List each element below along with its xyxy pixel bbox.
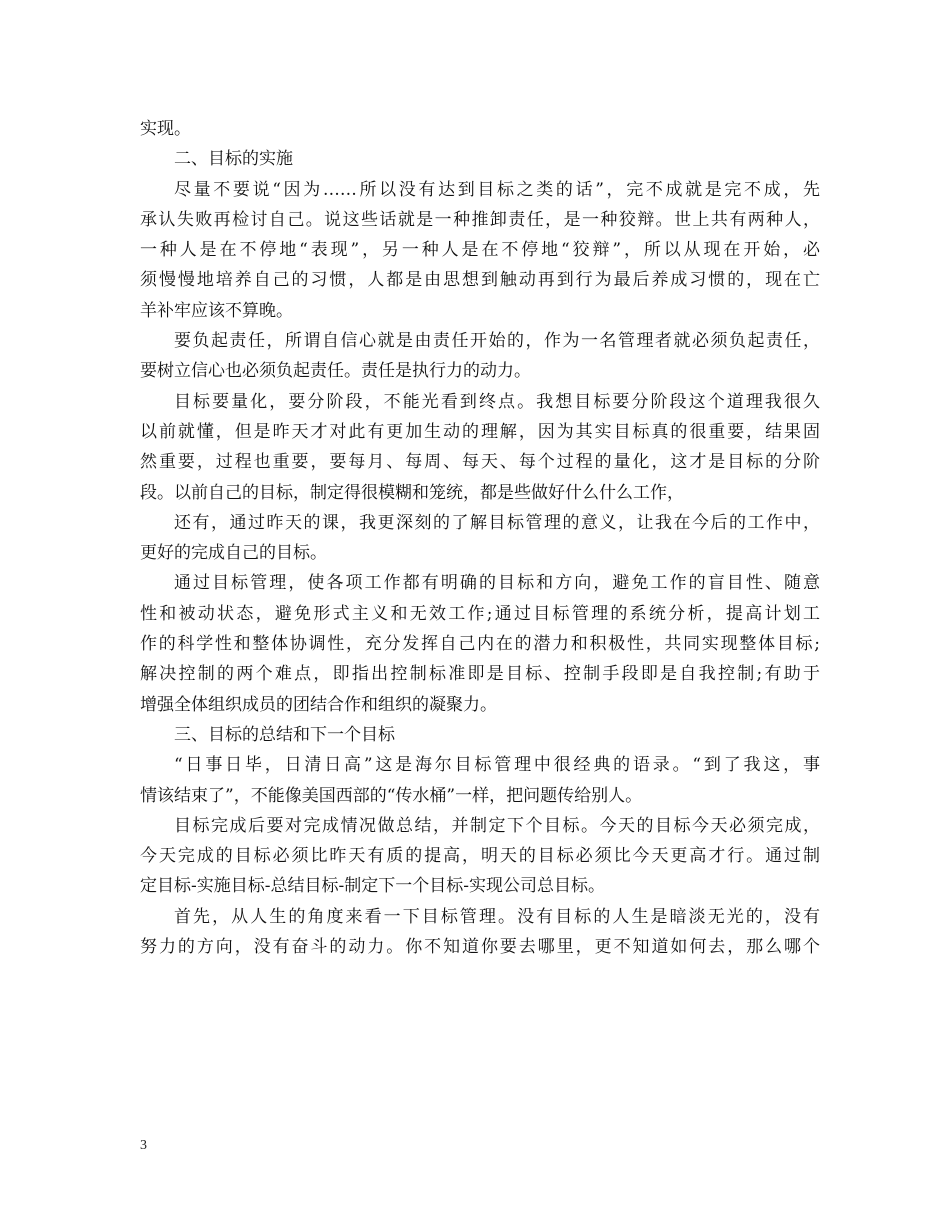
text-line: 要树立信心也必须负起责任。责任是执行力的动力。	[140, 361, 531, 382]
text-line: 定目标-实施目标-总结目标-制定下一个目标-实现公司总目标。	[140, 876, 605, 897]
text-line: 然重要，过程也重要，要每月、每周、每天、每个过程的量化，这才是目标的分阶	[140, 452, 820, 473]
text-line: 羊补牢应该不算晚。	[140, 300, 293, 321]
text-line: 实现。	[140, 119, 191, 139]
page-number: 3	[140, 1138, 147, 1153]
text-line: 还有，通过昨天的课，我更深刻的了解目标管理的意义，让我在今后的工作中，	[174, 512, 820, 533]
text-line: 更好的完成自己的目标。	[140, 543, 327, 564]
text-line: 今天完成的目标必须比昨天有质的提高，明天的目标必须比今天更高才行。通过制	[140, 846, 820, 867]
text-line: 一种人是在不停地“表现”，另一种人是在不停地“狡辩”，所以从现在开始，必	[140, 240, 820, 261]
text-line: 要负起责任，所谓自信心就是由责任开始的，作为一名管理者就必须负起责任，	[174, 331, 820, 352]
text-line: 增强全体组织成员的团结合作和组织的凝聚力。	[140, 694, 497, 715]
text-line: 尽量不要说“因为……所以没有达到目标之类的话”，完不成就是完不成，先	[174, 179, 820, 200]
text-line: 首先，从人生的角度来看一下目标管理。没有目标的人生是暗淡无光的，没有	[174, 906, 820, 927]
text-line: 以前就懂，但是昨天才对此有更加生动的理解，因为其实目标真的很重要，结果固	[140, 421, 820, 442]
document-body	[140, 114, 820, 962]
text-line: 须慢慢地培养自己的习惯，人都是由思想到触动再到行为最后养成习惯的，现在亡	[140, 270, 820, 291]
text-line: 性和被动状态，避免形式主义和无效工作;通过目标管理的系统分析，提高计划工	[140, 603, 820, 624]
text-line: 二、目标的实施	[174, 149, 293, 170]
text-line: 承认失败再检讨自己。说这些话就是一种推卸责任，是一种狡辩。世上共有两种人，	[140, 209, 820, 230]
text-line: 目标要量化，要分阶段，不能光看到终点。我想目标要分阶段这个道理我很久	[174, 391, 820, 412]
text-line: 解决控制的两个难点，即指出控制标准即是目标、控制手段即是自我控制;有助于	[140, 664, 820, 685]
text-line: “日事日毕，日清日高”这是海尔目标管理中很经典的语录。“到了我这，事	[174, 755, 820, 776]
text-line: 段。以前自己的目标，制定得很模糊和笼统，都是些做好什么什么工作，	[140, 482, 684, 503]
text-line: 通过目标管理，使各项工作都有明确的目标和方向，避免工作的盲目性、随意	[174, 573, 820, 594]
text-line: 三、目标的总结和下一个目标	[174, 724, 395, 745]
text-line: 情该结束了”，不能像美国西部的“传水桶”一样，把问题传给别人。	[140, 785, 643, 806]
text-line: 目标完成后要对完成情况做总结，并制定下个目标。今天的目标今天必须完成，	[174, 815, 820, 836]
text-line: 作的科学性和整体协调性，充分发挥自己内在的潜力和积极性，共同实现整体目标;	[140, 634, 820, 655]
text-line: 努力的方向，没有奋斗的动力。你不知道你要去哪里，更不知道如何去，那么哪个	[140, 937, 820, 958]
